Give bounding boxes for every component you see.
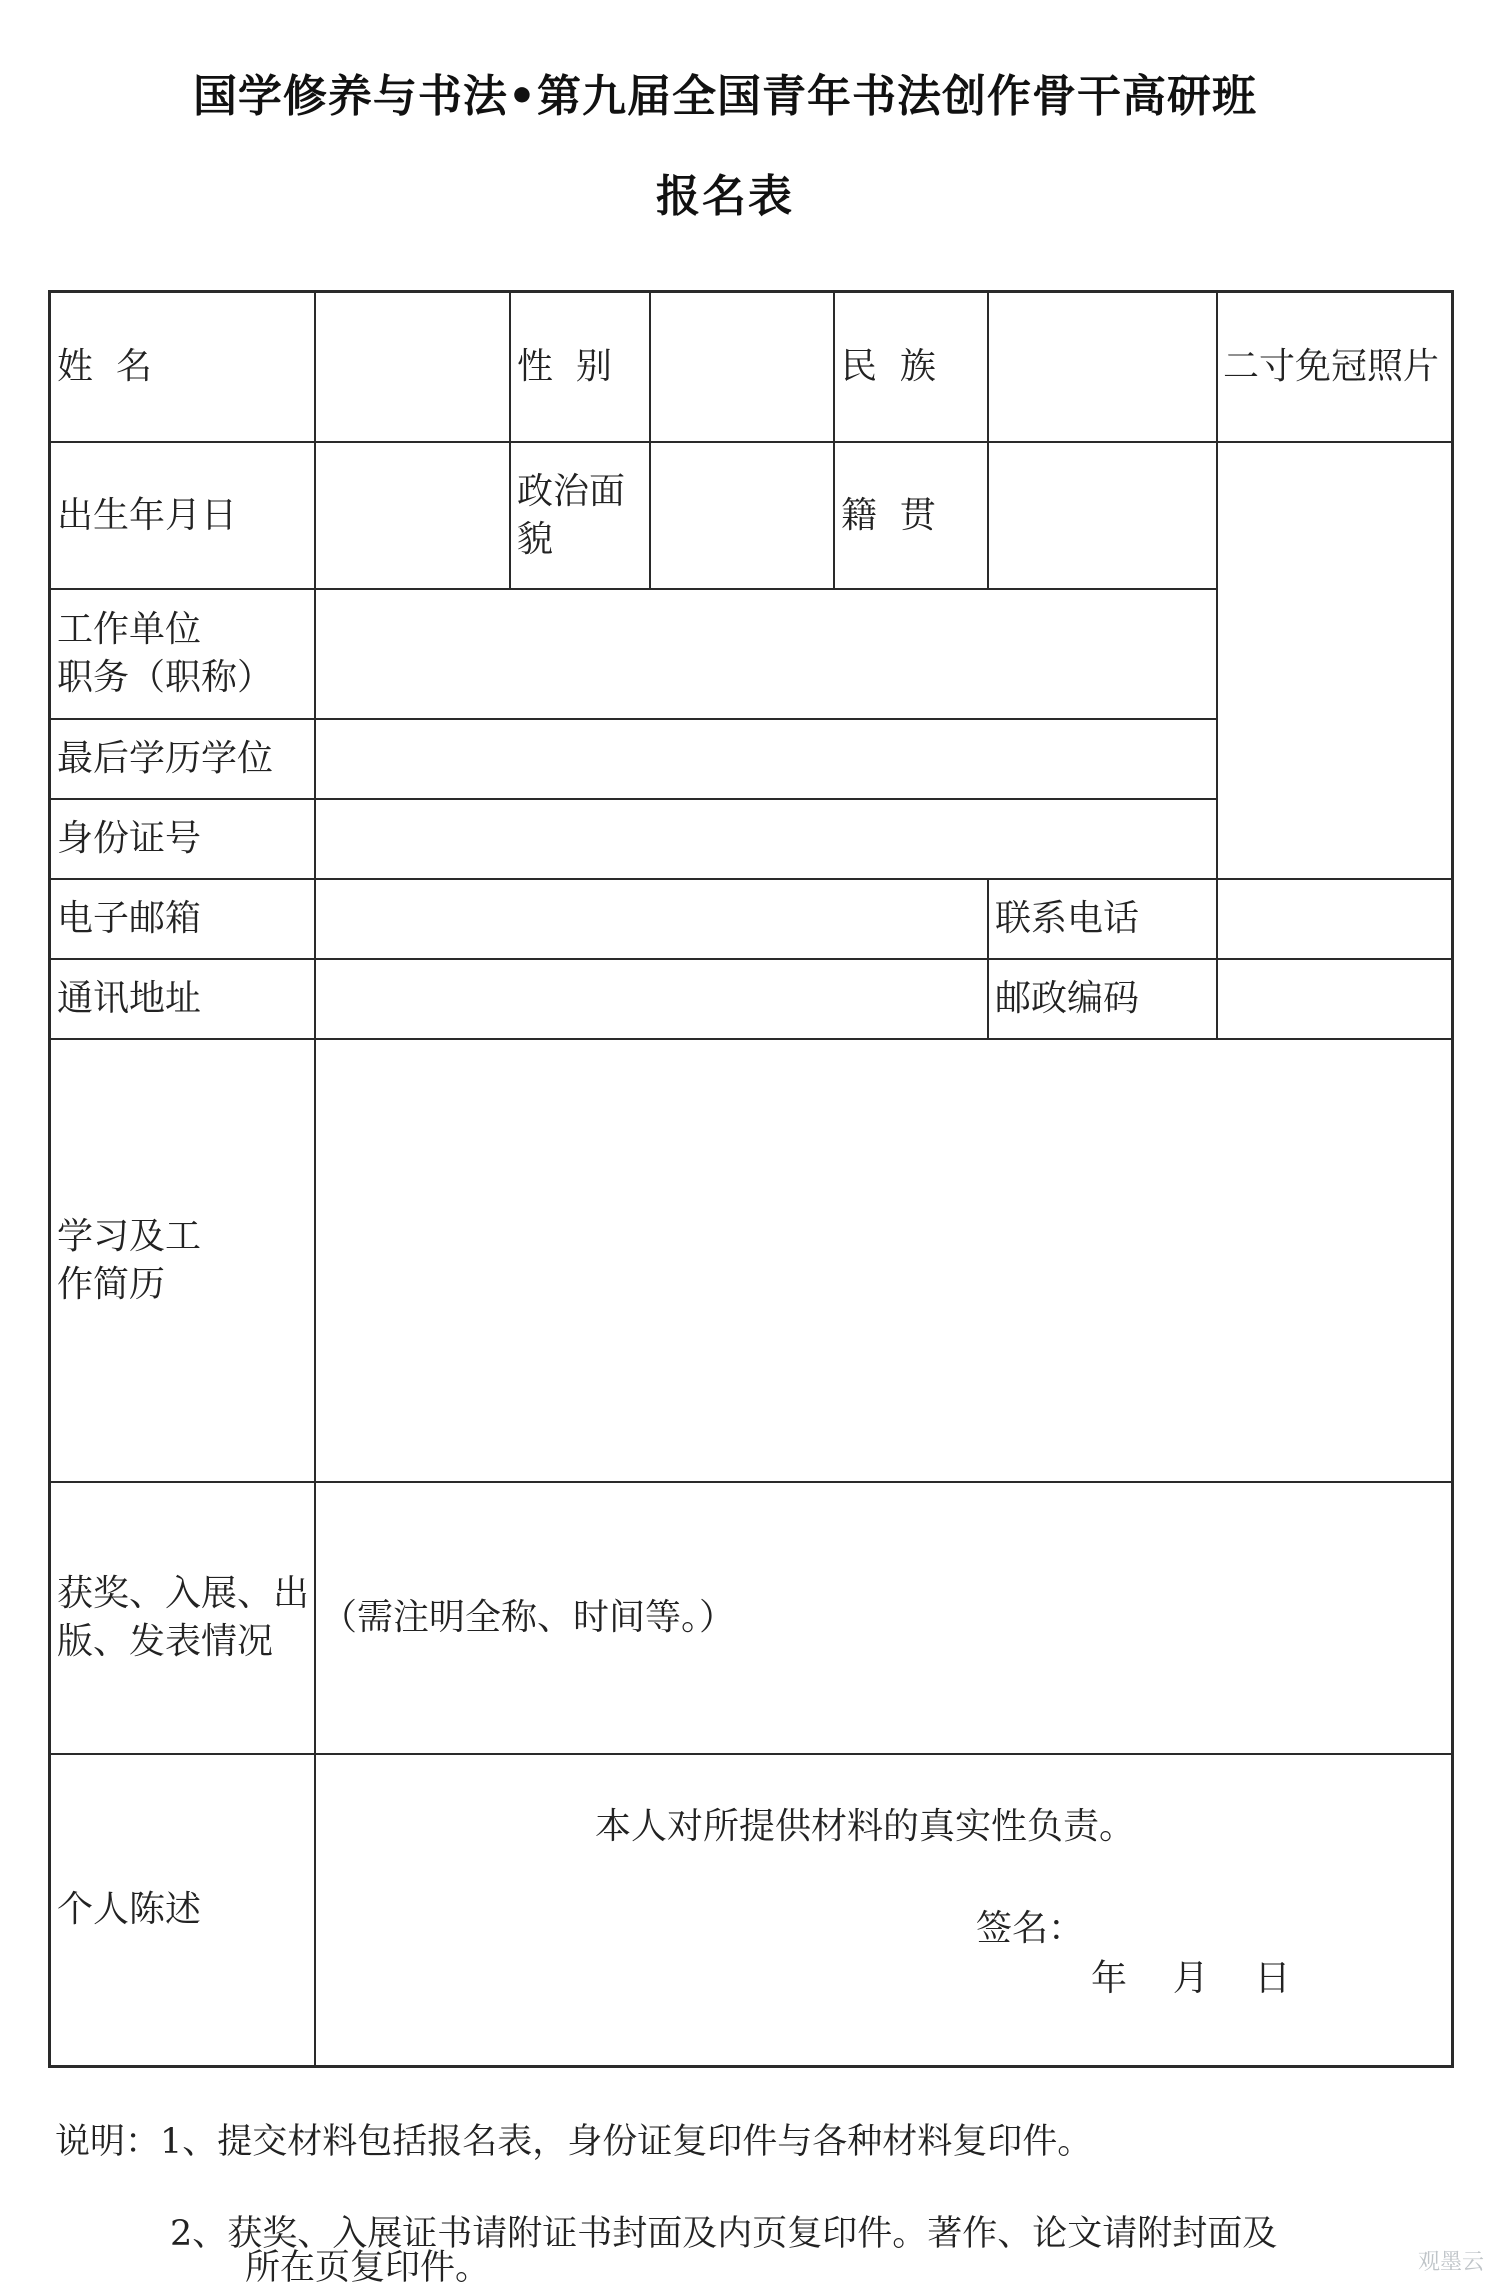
column-divider xyxy=(833,293,835,588)
political-status-label: 政治面 貌 xyxy=(517,470,626,560)
name-label: 姓 名 xyxy=(57,346,152,387)
ethnicity-field[interactable] xyxy=(989,293,1216,441)
row-divider xyxy=(51,1753,1451,1755)
photo-area[interactable] xyxy=(1218,443,1451,878)
workplace-label: 工作单位 职务（职称） xyxy=(57,609,274,698)
date-label: 年 月 日 xyxy=(1091,1958,1291,1999)
notes-line-3: 所在页复印件。 xyxy=(245,2248,491,2288)
education-label: 最后学历学位 xyxy=(57,738,274,779)
phone-label: 联系电话 xyxy=(995,898,1140,939)
email-label: 电子邮箱 xyxy=(57,898,202,939)
watermark: 观墨云 xyxy=(1417,2250,1484,2275)
statement-text: 本人对所提供材料的真实性负责。 xyxy=(595,1806,1136,1847)
statement-label: 个人陈述 xyxy=(57,1889,202,1930)
gender-label: 性 别 xyxy=(517,346,612,387)
address-field[interactable] xyxy=(316,960,987,1038)
notes-line-2: 2、获奖、入展证书请附证书封面及内页复印件。著作、论文请附封面及 xyxy=(170,2214,1278,2254)
id-number-label: 身份证号 xyxy=(57,818,202,859)
signature-label: 签名： xyxy=(976,1908,1085,1949)
postcode-field[interactable] xyxy=(1218,960,1451,1038)
workplace-field[interactable] xyxy=(316,590,1216,718)
education-field[interactable] xyxy=(316,720,1216,798)
photo-label: 二寸免冠照片 xyxy=(1223,346,1440,387)
registration-form-table xyxy=(48,290,1454,2068)
postcode-label: 邮政编码 xyxy=(995,978,1140,1019)
resume-field[interactable] xyxy=(316,1040,1451,1481)
birthdate-label: 出生年月日 xyxy=(57,494,238,536)
native-place-field[interactable] xyxy=(989,443,1216,588)
id-number-field[interactable] xyxy=(316,800,1216,878)
resume-label: 学习及工 作简历 xyxy=(57,1215,202,1305)
form-subtitle: 报名表 xyxy=(656,171,794,222)
phone-field[interactable] xyxy=(1218,880,1451,958)
email-field[interactable] xyxy=(316,880,987,958)
awards-label: 获奖、入展、出 版、发表情况 xyxy=(57,1573,310,1662)
ethnicity-label: 民 族 xyxy=(841,346,936,387)
address-label: 通讯地址 xyxy=(57,978,202,1019)
name-field[interactable] xyxy=(316,293,509,441)
birthdate-field[interactable] xyxy=(316,443,509,588)
column-divider xyxy=(987,878,989,1038)
awards-field[interactable]: （需注明全称、时间等。） xyxy=(321,1597,736,1638)
political-status-field[interactable] xyxy=(651,443,833,588)
gender-field[interactable] xyxy=(651,293,833,441)
notes-line-1: 说明：1、提交材料包括报名表，身份证复印件与各种材料复印件。 xyxy=(55,2122,1093,2162)
form-title: 国学修养与书法•第九届全国青年书法创作骨干高研班 xyxy=(192,71,1258,122)
native-place-label: 籍 贯 xyxy=(841,494,936,536)
signature-field[interactable] xyxy=(1086,1905,1386,1953)
column-divider xyxy=(509,293,511,588)
